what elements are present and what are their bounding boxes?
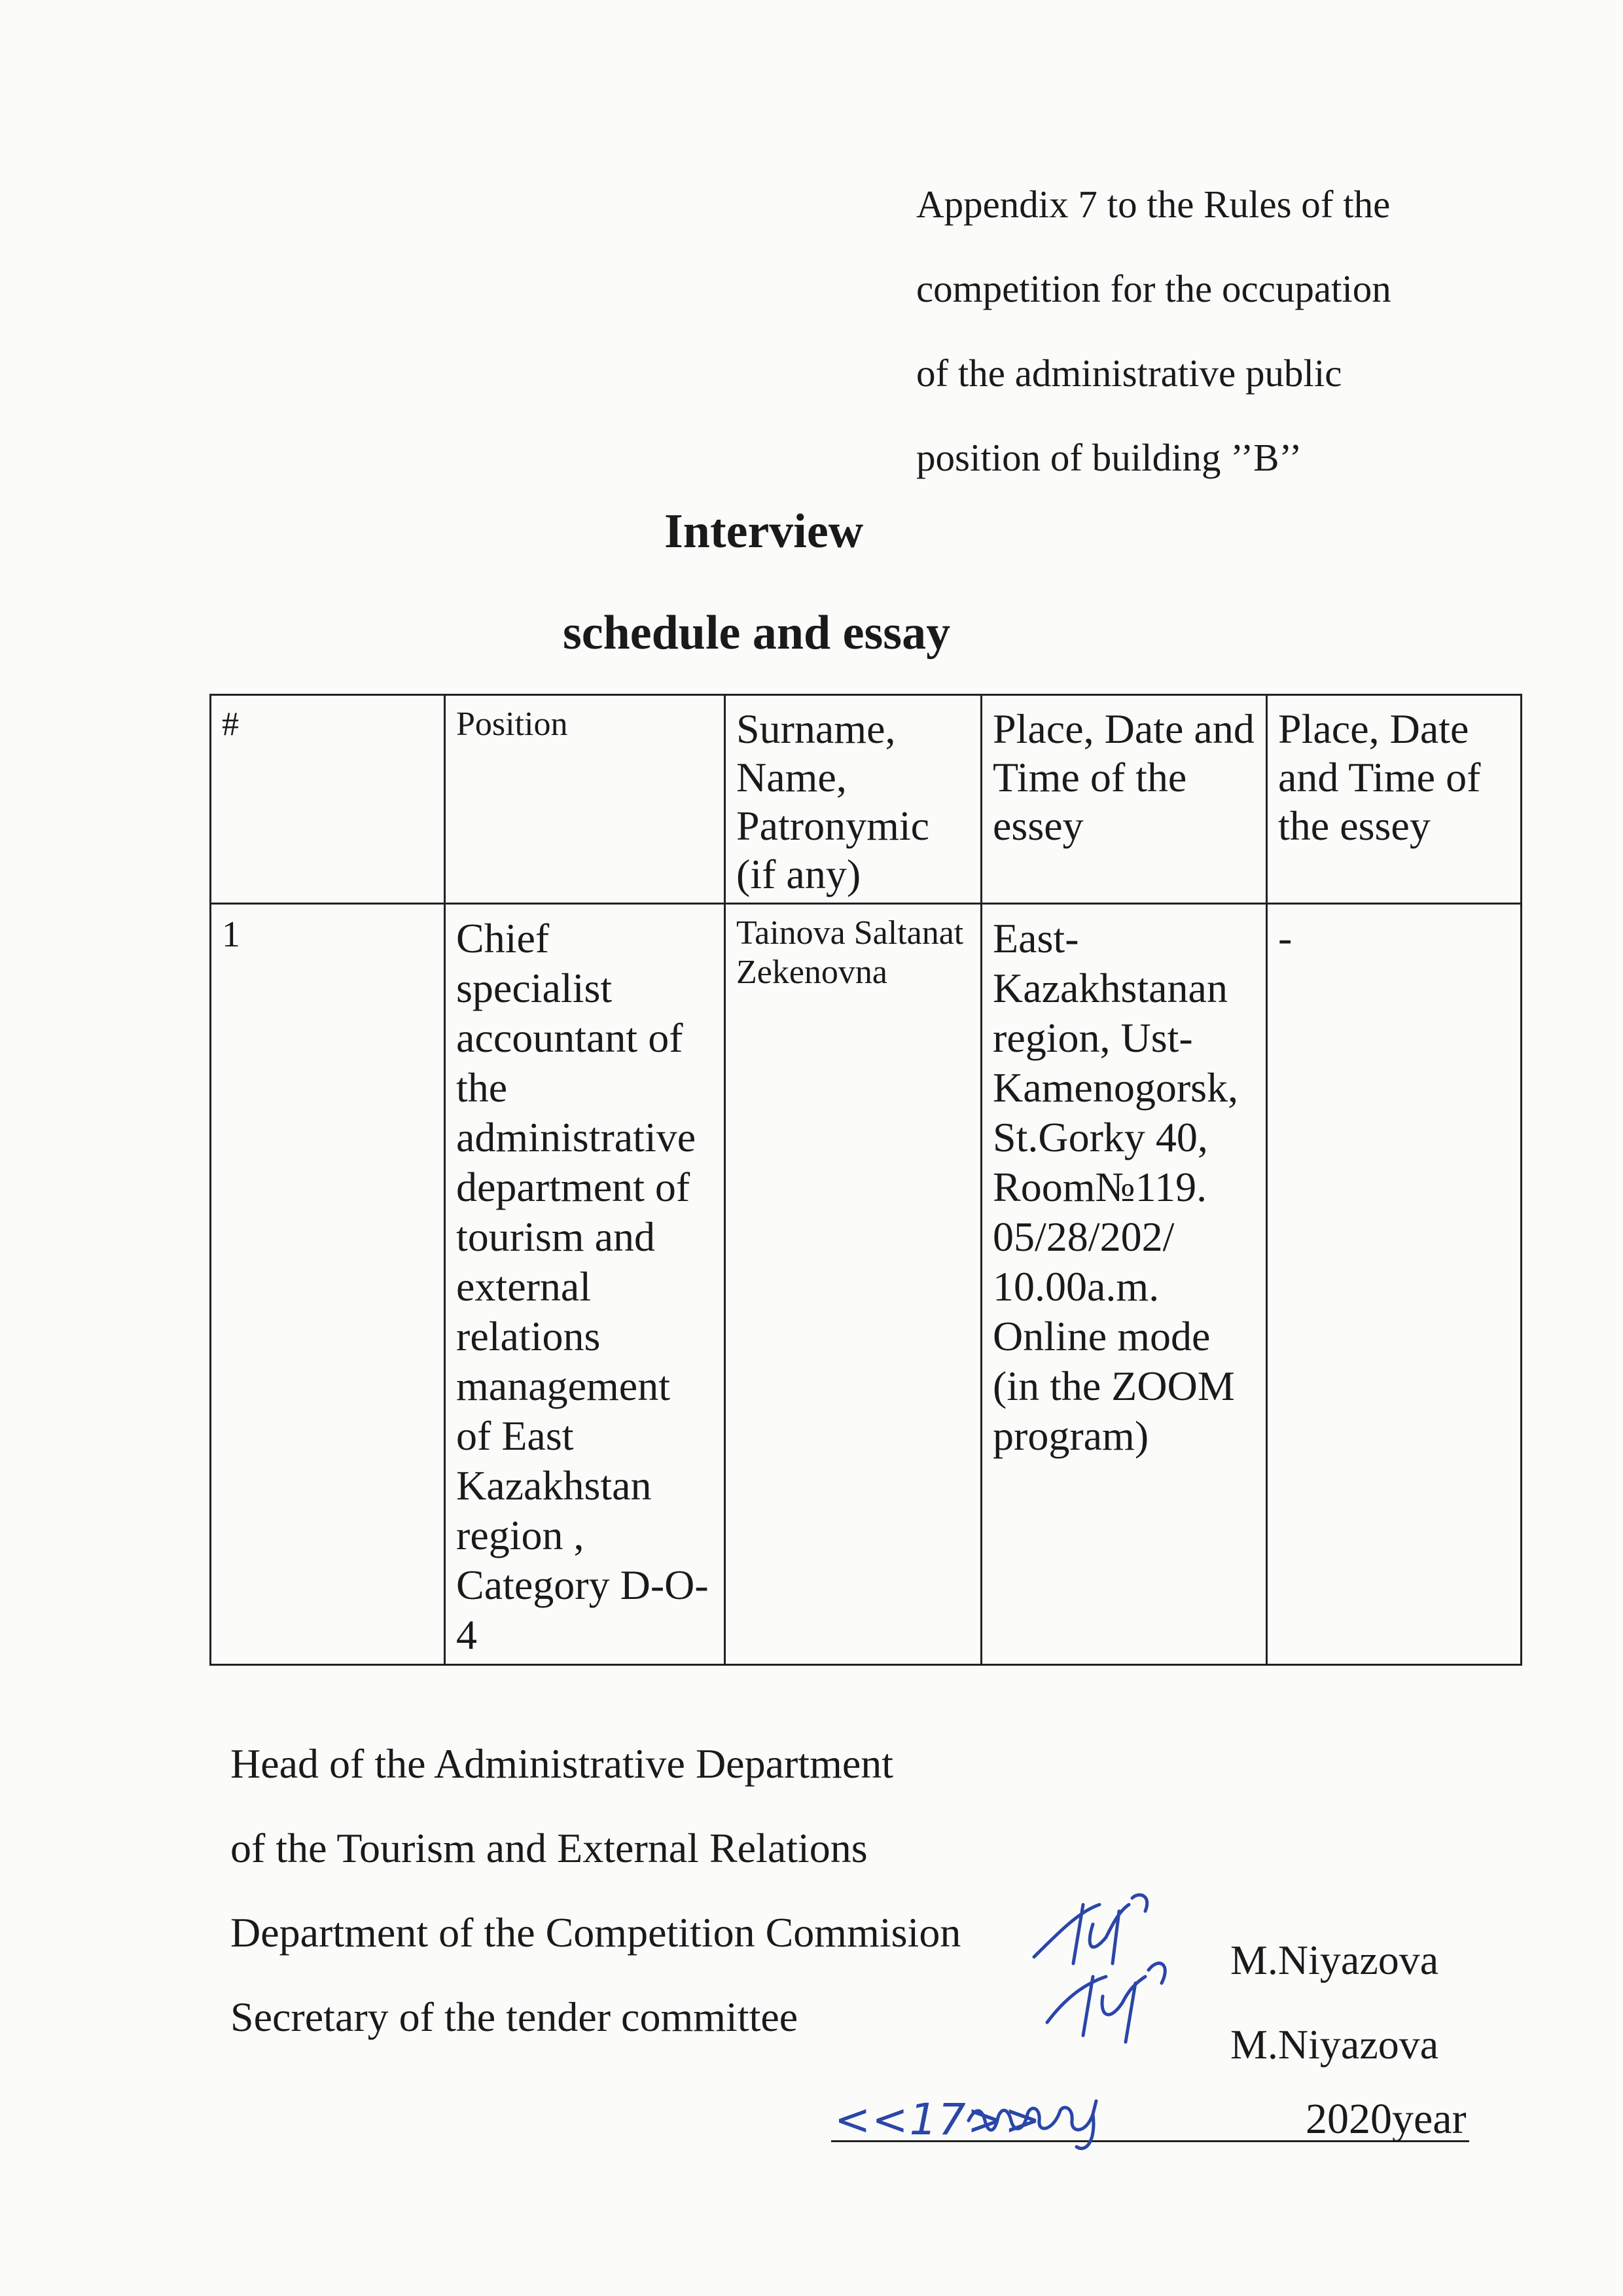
appendix-line-3: of the administrative public xyxy=(916,351,1342,395)
header-place-date-time-2: Place, Date and Time of the essey xyxy=(1267,695,1522,904)
signatory-names xyxy=(1230,1918,1438,2087)
row-place: East-Kazakhstanan region, Ust-Kamenogorsk, St.Gorky 40, Room№119. 05/28/202/ 10.00a.m. Online mode (in the ZOOM program) xyxy=(982,904,1267,1665)
title-schedule: schedule and essay xyxy=(563,606,951,660)
appendix-line-4: position of building ’’B’’ xyxy=(916,436,1302,479)
appendix-line-2: competition for the occupation xyxy=(916,267,1391,310)
sig-line-1: Head of the Administrative Department xyxy=(230,1740,894,1787)
handwritten-month xyxy=(962,2081,1198,2153)
date-year: 2020year xyxy=(1306,2095,1467,2143)
header-place-date-time: Place, Date and Time of the essey xyxy=(982,695,1267,904)
signatory-name-1: M.Niyazova xyxy=(1230,1937,1439,1983)
appendix-line-1: Appendix 7 to the Rules of the xyxy=(916,183,1391,226)
schedule-table xyxy=(209,694,1522,1666)
row-name: Tainova Saltanat Zekenovna xyxy=(725,904,982,1665)
header-number: # xyxy=(211,695,445,904)
sig-line-2: of the Tourism and External Relations xyxy=(230,1825,868,1871)
row-position: Chief specialist accountant of the administrative department of tourism and external relations management of East Kazakhstan region , Category D-O-4 xyxy=(445,904,725,1665)
table-header-row xyxy=(211,695,1522,904)
signatory-name-2: M.Niyazova xyxy=(1230,2021,1439,2068)
table-row xyxy=(211,904,1522,1665)
row-place-2: - xyxy=(1267,904,1522,1665)
signature-block xyxy=(230,1721,961,2059)
row-number: 1 xyxy=(211,904,445,1665)
sig-line-3: Department of the Competition Commision xyxy=(230,1909,961,1956)
title-interview: Interview xyxy=(664,505,864,558)
header-name: Surname, Name, Patronymic (if any) xyxy=(725,695,982,904)
header-position: Position xyxy=(445,695,725,904)
handwritten-day: <<17>> xyxy=(834,2094,1043,2145)
handwritten-signature xyxy=(1021,1885,1217,2055)
appendix-note xyxy=(916,162,1505,500)
sig-line-4: Secretary of the tender committee xyxy=(230,1994,798,2040)
